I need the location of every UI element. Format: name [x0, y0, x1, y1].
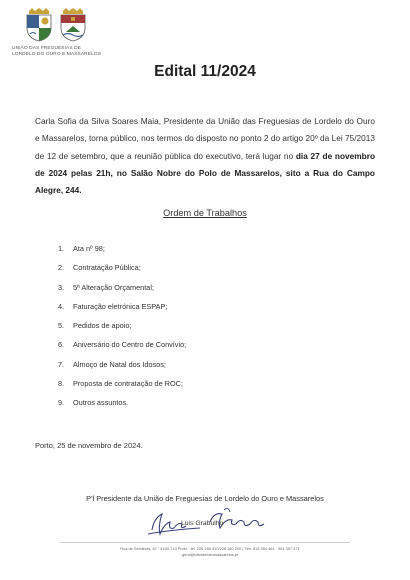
footer-divider	[60, 542, 350, 543]
agenda-item-text: Almoço de Natal dos Idosos;	[73, 359, 166, 369]
agenda-item	[58, 302, 358, 321]
agenda-item-number: 2.	[58, 263, 65, 273]
agenda-item-text: Ata nº 98;	[73, 244, 105, 253]
body-paragraph	[35, 113, 375, 199]
org-name	[12, 46, 104, 58]
agenda-item	[58, 360, 358, 379]
agenda-item	[58, 340, 358, 359]
agenda-item-number: 7.	[58, 359, 65, 369]
agenda-item-text: Faturação eletrónica ESPAP;	[73, 301, 168, 311]
agenda-item	[58, 398, 358, 417]
agenda-item-text: Aniversário do Centro de Convívio;	[73, 340, 187, 350]
agenda-item-number: 3.	[58, 282, 65, 292]
agenda-list	[58, 244, 358, 418]
agenda-item	[58, 379, 358, 398]
signature-title: P'l Presidente da União de Freguesias de Lordelo do Ouro e Massarelos	[86, 494, 324, 503]
agenda-item-text: Proposta de contratação de ROC;	[73, 379, 183, 389]
agenda-item-number: 9.	[58, 398, 65, 408]
lordelo-crest-icon	[24, 8, 54, 42]
agenda-item-text: 5ª Alteração Orçamental;	[73, 282, 154, 292]
footer-address: Rua de Serralves, 87 · 4150-710 Porto · tel. 226 166 910/226 160 200 | Tlm. 913 394 461 · 961 357 471	[120, 546, 300, 551]
body-emphasis: dia 27 de novembro de 2024 pelas 21h, no Salão Nobre do Polo de Massarelos, sito a Rua do Campo Alegre, 244.	[35, 150, 376, 196]
body-intro: Carla Sofia da Silva Soares Maia, Presidente da União das Freguesias de Lordelo do Ouro e Massarelos, torna público, nos termos do disposto no ponto 2 do artigo 20º da Lei 75/2013 de 12 de setembro, que a reunião pública do executivo, terá lugar no	[35, 116, 375, 161]
footer-email: geral@uflordeloeomassarelos.pt	[181, 552, 239, 557]
agenda-item-number: 6.	[58, 340, 65, 350]
agenda-title: Ordem de Trabalhos	[163, 208, 247, 218]
document-title: Edital 11/2024	[154, 63, 256, 80]
agenda-item-number: 5.	[58, 321, 65, 331]
agenda-item-number: 8.	[58, 379, 65, 389]
agenda-item	[58, 244, 358, 263]
place-date: Porto, 25 de novembro de 2024.	[35, 441, 143, 450]
agenda-item-text: Contratação Pública;	[73, 263, 141, 273]
signatory-name: Luis Grabulho	[181, 520, 224, 527]
agenda-item-number: 4.	[58, 301, 65, 311]
agenda-item-number: 1.	[58, 244, 65, 253]
agenda-item	[58, 321, 358, 340]
agenda-item	[58, 283, 358, 302]
org-name-line2: LORDELO DO OURO E MASSARELOS	[12, 52, 101, 57]
agenda-item-text: Pedidos de apoio;	[73, 321, 132, 331]
footer-contacts	[90, 546, 330, 558]
massarelos-crest-icon	[58, 8, 88, 42]
agenda-item	[58, 263, 358, 282]
header-emblems	[18, 8, 94, 46]
agenda-item-text: Outros assuntos.	[73, 398, 129, 408]
org-name-line1: UNIÃO DAS FREGUESIAS DE	[12, 46, 81, 51]
